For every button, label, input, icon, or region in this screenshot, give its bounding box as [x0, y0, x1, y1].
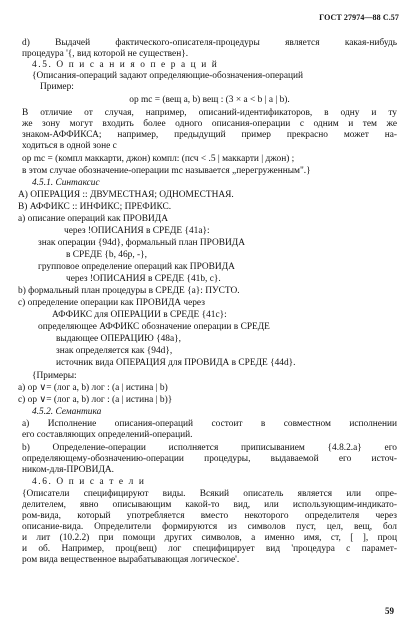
text-line: {Примеры:: [32, 371, 77, 381]
text-line: же зону могут входить более одного описания-операции с одним и тем же: [22, 119, 397, 129]
rule-line: A) ОПЕРАЦИЯ :: ДВУМЕСТНАЯ; ОДНОМЕСТНАЯ.: [18, 190, 234, 200]
text-line: d) Выдачей фактического-описателя-процедуры является какая-нибудь: [22, 38, 397, 48]
code-line: op mc = (компл маккарти, джон) компл: (псч < .5 | маккарти | джон) ;: [22, 154, 295, 164]
text-line: знаком-АФФИКСА; например, предыдущий пример прекрасно может на-: [22, 130, 397, 140]
rule-line: выдающее ОПЕРАЦИЮ {48a},: [56, 334, 181, 344]
text-line: Пример:: [40, 82, 74, 92]
text-line: определяющему-обозначению-операции процедуры, выдаваемой его источ-: [22, 454, 397, 464]
text-line: b) Определение-операции исполняется приписыванием {4.8.2.a} его: [22, 443, 397, 453]
text-line: процедура '{, вид которой не существен}.: [22, 49, 189, 59]
section-heading: 4.6. О п и с а т е л и: [32, 477, 146, 487]
rule-line: b) формальный план процедуры в СРЕДЕ {a}: ПУСТО.: [18, 286, 240, 296]
text-line: и об. Например, проц(вещ) лог специфицирует вид 'процедура с парамет-: [22, 544, 397, 554]
code-line: a) op ∨= (лог a, b) лог : (a | истина | b): [18, 383, 168, 393]
text-line: в этом случае обозначение-операции mc называется „перегруженным".}: [22, 166, 311, 176]
text-line: В отличие от случая, например, описаний-идентификаторов, в одну и ту: [22, 108, 397, 118]
rule-line: B) АФФИКС :: ИНФИКС; ПРЕФИКС.: [18, 202, 172, 212]
page-header: ГОСТ 27974—88 С.57: [319, 13, 399, 22]
text-line: ром вида вещественное вырабатывающая логическое'.: [22, 555, 240, 565]
rule-line: знак определяется как {94d},: [56, 346, 173, 356]
text-line: {Описания-операций задают определяющие-обозначения-операций: [32, 71, 304, 81]
text-line: ходиться в одной зоне с: [22, 141, 117, 151]
code-line: c) op ∨= (лог a, b) лог : (a | истина | b)}: [18, 395, 173, 405]
text-line: описание-вида. Определители формируются из символов пуст, цел, вещ, бол: [22, 522, 397, 532]
rule-line: определяющее АФФИКС обозначение операции в СРЕДЕ: [38, 322, 270, 332]
rule-line: c) определение операции как ПРОВИДА через: [18, 298, 205, 308]
text-line: и лит (10.2.2) при помощи других символов, а именно имя, ст, [ ], проц: [22, 533, 397, 543]
rule-line: источник вида ОПЕРАЦИЯ для ПРОВИДА в СРЕДЕ {44d}.: [56, 358, 296, 368]
rule-line: знак операции {94d}, формальный план ПРОВИДА: [38, 238, 245, 248]
rule-line: через !ОПИСАНИЯ в СРЕДЕ {41a}:: [64, 226, 210, 236]
text-line: a) Исполнение описания-операций состоит в совместном исполнении: [22, 419, 397, 429]
rule-line: АФФИКС для ОПЕРАЦИИ в СРЕДЕ {41c}:: [52, 310, 227, 320]
subsection-heading: 4.5.1. Синтаксис: [32, 178, 100, 188]
text-line: делителем, явно описывающим какой-то вид, или использующим-индикато-: [22, 500, 397, 510]
rule-line: в СРЕДЕ {b, 46p, -},: [66, 250, 148, 260]
code-line: op mc = (вещ a, b) вещ : (3 × a < b | a | b).: [129, 95, 290, 105]
page-number: 59: [385, 606, 394, 616]
text-line: ром-вида, который употребляется вместо некоторого определителя через: [22, 511, 397, 521]
section-heading: 4.5. О п и с а н и я о п е р а ц и й: [32, 60, 219, 70]
text-line: {Описатели специфицируют виды. Всякий описатель является или опре-: [22, 489, 397, 499]
text-line: ником-для-ПРОВИДА.: [22, 465, 114, 475]
rule-line: a) описание операций как ПРОВИДА: [18, 214, 168, 224]
text-line: его составляющих определений-операций.: [22, 430, 193, 440]
rule-line: через !ОПИСАНИЯ в СРЕДЕ {41b, c}.: [66, 274, 221, 284]
subsection-heading: 4.5.2. Семантика: [32, 407, 102, 417]
rule-line: групповое определение операций как ПРОВИДА: [38, 262, 235, 272]
